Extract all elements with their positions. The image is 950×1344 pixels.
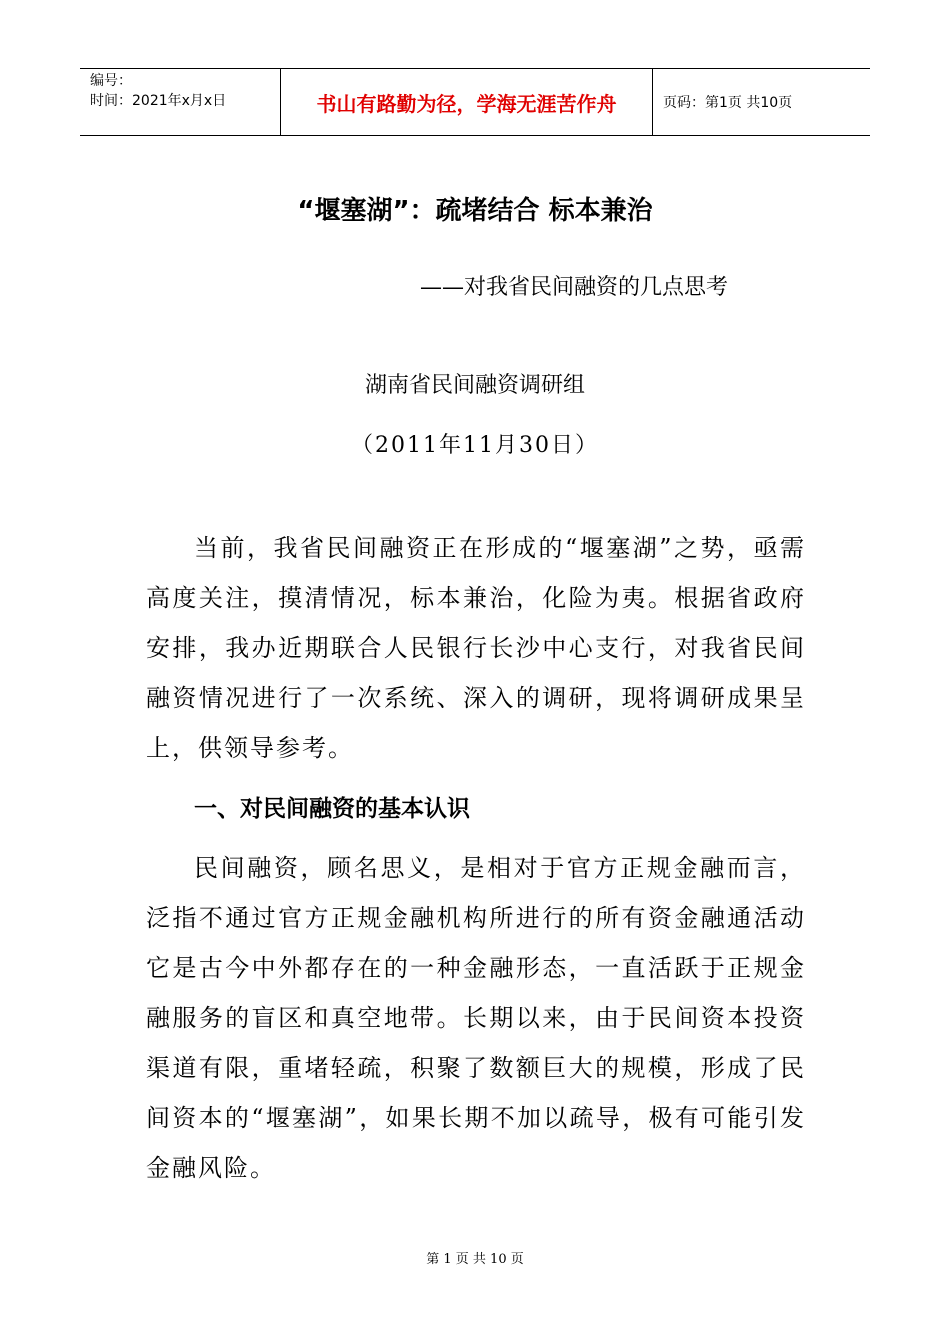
page-footer: 第 1 页 共 10 页	[426, 1252, 524, 1267]
header-motto: 书山有路勤为径，学海无涯苦作舟	[281, 69, 653, 135]
document-date: （2011年11月30日）	[351, 433, 599, 458]
document-subtitle: ——对我省民间融资的几点思考	[420, 275, 729, 300]
document-header	[80, 68, 870, 136]
header-page-info: 页码：第1页 共10页	[663, 95, 793, 111]
intro-paragraph: 当前，我省民间融资正在形成的“堰塞湖”之势，亟需高度关注，摸清情况，标本兼治，化险为夷。根据省政府安排，我办近期联合人民银行长沙中心支行，对我省民间融资情况进行了一次系统、深入的调研，现将调研成果呈上，供领导参考。	[146, 534, 806, 762]
number-label: 编号：	[90, 73, 132, 89]
time-label: 时间：2021年x月x日	[90, 93, 227, 109]
header-meta	[80, 69, 281, 135]
section-paragraph: 民间融资，顾名思义，是相对于官方正规金融而言，泛指不通过官方正规金融机构所进行的所有资金融通活动它是古今中外都存在的一种金融形态，一直活跃于正规金融服务的盲区和真空地带。长期以来，由于民间资本投资渠道有限，重堵轻疏，积聚了数额巨大的规模，形成了民间资本的“堰塞湖”，如果长期不加以疏导，极有可能引发金融风险。	[146, 854, 806, 1182]
section-heading: 一、对民间融资的基本认识	[194, 796, 470, 822]
document-title: “堰塞湖”：疏堵结合 标本兼治	[297, 196, 653, 226]
author-organization: 湖南省民间融资调研组	[364, 373, 585, 398]
